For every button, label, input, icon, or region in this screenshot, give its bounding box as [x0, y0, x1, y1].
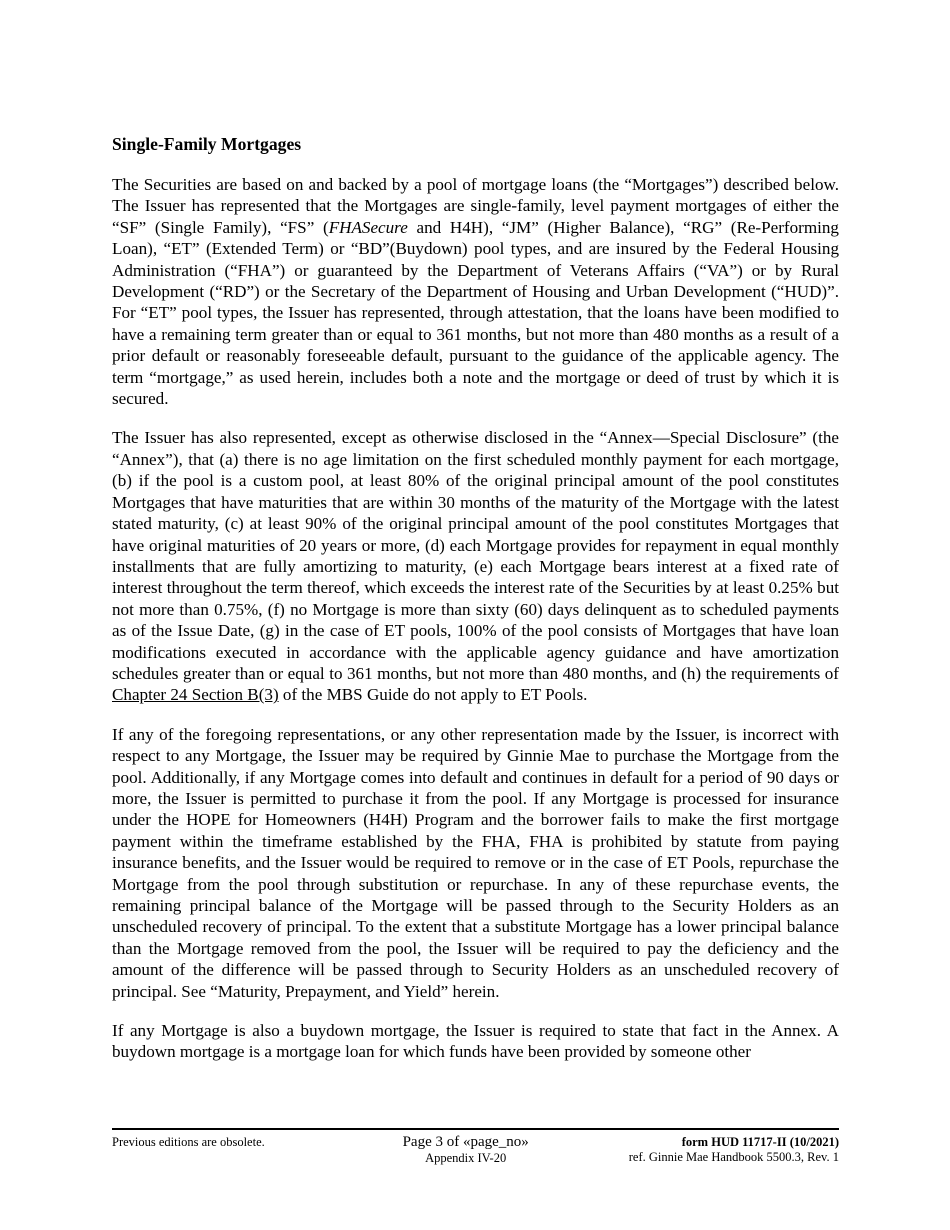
footer-form-info: [584, 1134, 839, 1165]
paragraph-2-text-b: of the MBS Guide do not apply to ET Pools.: [278, 685, 588, 705]
footer-handbook-ref: ref. Ginnie Mae Handbook 5500.3, Rev. 1: [628, 1150, 839, 1164]
paragraph-2: [112, 427, 839, 705]
footer-form-number: form HUD 11717-II (10/2021): [681, 1135, 839, 1149]
footer-page-info: [348, 1134, 584, 1166]
footer-row: [112, 1130, 839, 1166]
chapter-24-link[interactable]: Chapter 24 Section B(3): [112, 685, 279, 705]
paragraph-3: If any of the foregoing representations, or any other representation made by the Issuer, is incorrect with respect to any Mortgage, the Issuer may be required by Ginnie Mae to purchase the Mortgage from the pool. Additionally, if any Mortgage comes into default and continues in default for a period of 90 days or more, the Issuer is permitted to purchase it from the pool. If any Mortgage is processed for insurance under the HOPE for Homeowners (H4H) Program and the borrower fails to make the first mortgage payment within the timeframe established by the FHA, FHA is prohibited by statute from paying insurance benefits, and the Issuer would be required to remove or in the case of ET Pools, repurchase the Mortgage from the pool through substitution or repurchase. In any of these repurchase events, the remaining principal balance of the Mortgage will be passed through to the Security Holders as an unscheduled recovery of principal. To the extent that a substitute Mortgage has a lower principal balance than the Mortgage removed from the pool, the Issuer will be required to pay the deficiency and the amount of the difference will be passed through to Security Holders as an unscheduled recovery of principal. See “Maturity, Prepayment, and Yield” herein.: [112, 724, 839, 1001]
paragraph-1-text-a: The Securities are based on and backed by a pool of mortgage loans (the “Mortgages”) described below. The Issuer has represented that the Mortgages are single-family, level payment mortgages of either the “SF” (Single Family), “FS” (: [112, 175, 839, 237]
footer-obsolete-note: Previous editions are obsolete.: [112, 1135, 265, 1149]
paragraph-1: [112, 174, 839, 409]
paragraph-1-text-b: and H4H), “JM” (Higher Balance), “RG” (Re-Performing Loan), “ET” (Extended Term) or “BD”(Buydown) pool types, and are insured by the Federal Housing Administration (“FHA”) or guaranteed by the Department of Veterans Affairs (“VA”) or by Rural Development (“RD”) or the Secretary of the Department of Housing and Urban Development (“HUD)”. For “ET” pool types, the Issuer has represented, through attestation, that the loans have been modified to have a remaining term greater than or equal to 361 months, but not more than 480 months as a result of a prior default or reasonably foreseeable default, pursuant to the guidance of the applicable agency. The term “mortgage,” as used herein, includes both a note and the mortgage or deed of trust by which it is secured.: [112, 217, 839, 409]
footer-appendix: Appendix IV-20: [425, 1151, 507, 1165]
paragraph-4: If any Mortgage is also a buydown mortgage, the Issuer is required to state that fact in the Annex. A buydown mortgage is a mortgage loan for which funds have been provided by someone other: [112, 1021, 839, 1062]
page-footer: [112, 1128, 839, 1166]
paragraph-2-text-a: The Issuer has also represented, except as otherwise disclosed in the “Annex—Special Disclosure” (the “Annex”), that (a) there is no age limitation on the first scheduled monthly payment for each mortgage, (b) if the pool is a custom pool, at least 80% of the original principal amount of the pool constitutes Mortgages that have maturities that are within 30 months of the maturity of the Mortgage with the latest stated maturity, (c) at least 90% of the original principal amount of the pool constitutes Mortgages that have original maturities of 20 years or more, (d) each Mortgage provides for repayment in equal monthly installments that are fully amortizing to maturity, (e) each Mortgage bears interest at a fixed rate of interest throughout the term thereof, which exceeds the interest rate of the Securities by at least 0.25% but not more than 0.75%, (f) no Mortgage is more than sixty (60) days delinquent as to scheduled payments as of the Issue Date, (g) in the case of ET pools, 100% of the pool consists of Mortgages that have loan modifications executed in accordance with the applicable agency guidance and have amortization schedules greater than or equal to 361 months, but not more than 480 months, and (h) the requirements of: [112, 428, 839, 683]
paragraph-1-italic: FHASecure: [328, 217, 408, 237]
footer-page-number: Page 3 of «page_no»: [402, 1134, 529, 1150]
document-body: [112, 132, 839, 1081]
section-heading: Single-Family Mortgages: [112, 134, 302, 154]
